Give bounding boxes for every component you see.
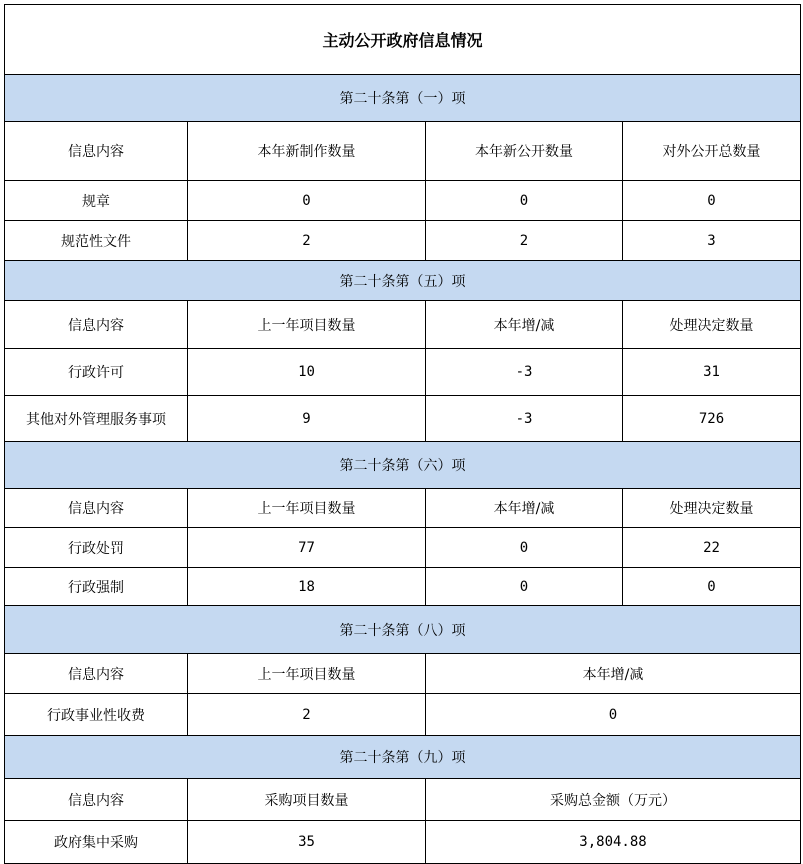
cell-value: 0 <box>426 694 801 736</box>
table-row <box>5 349 801 396</box>
cell-value: 0 <box>623 181 801 221</box>
column-header: 采购总金额（万元） <box>426 779 801 821</box>
cell-value: 0 <box>623 568 801 606</box>
cell-value: 77 <box>188 528 426 568</box>
table-title: 主动公开政府信息情况 <box>5 5 801 75</box>
cell-value: -3 <box>426 349 623 396</box>
cell-value: 9 <box>188 396 426 442</box>
row-label: 规章 <box>5 181 188 221</box>
column-header: 本年增/减 <box>426 654 801 694</box>
column-header: 上一年项目数量 <box>188 654 426 694</box>
cell-value: 0 <box>188 181 426 221</box>
header-row <box>5 654 801 694</box>
cell-value: 0 <box>426 568 623 606</box>
row-label: 行政事业性收费 <box>5 694 188 736</box>
cell-value: 22 <box>623 528 801 568</box>
column-header: 处理决定数量 <box>623 301 801 349</box>
section-row <box>5 75 801 122</box>
column-header: 信息内容 <box>5 779 188 821</box>
row-label: 行政处罚 <box>5 528 188 568</box>
header-row <box>5 779 801 821</box>
column-header: 本年新公开数量 <box>426 122 623 181</box>
column-header: 本年增/减 <box>426 489 623 528</box>
cell-value: 3,804.88 <box>426 821 801 864</box>
cell-value: 0 <box>426 181 623 221</box>
row-label: 政府集中采购 <box>5 821 188 864</box>
table-row <box>5 181 801 221</box>
table-row <box>5 396 801 442</box>
table-row <box>5 568 801 606</box>
cell-value: 31 <box>623 349 801 396</box>
cell-value: 10 <box>188 349 426 396</box>
row-label: 行政强制 <box>5 568 188 606</box>
section-heading: 第二十条第（六）项 <box>5 442 801 489</box>
section-heading: 第二十条第（九）项 <box>5 736 801 779</box>
column-header: 信息内容 <box>5 654 188 694</box>
section-row <box>5 442 801 489</box>
section-heading: 第二十条第（五）项 <box>5 261 801 301</box>
cell-value: 0 <box>426 528 623 568</box>
cell-value: 2 <box>426 221 623 261</box>
section-heading: 第二十条第（八）项 <box>5 606 801 654</box>
column-header: 处理决定数量 <box>623 489 801 528</box>
cell-value: 18 <box>188 568 426 606</box>
cell-value: 2 <box>188 694 426 736</box>
cell-value: -3 <box>426 396 623 442</box>
column-header: 采购项目数量 <box>188 779 426 821</box>
cell-value: 2 <box>188 221 426 261</box>
section-row <box>5 736 801 779</box>
cell-value: 35 <box>188 821 426 864</box>
row-label: 其他对外管理服务事项 <box>5 396 188 442</box>
row-label: 行政许可 <box>5 349 188 396</box>
section-row <box>5 606 801 654</box>
cell-value: 3 <box>623 221 801 261</box>
table-row <box>5 221 801 261</box>
cell-value: 726 <box>623 396 801 442</box>
section-row <box>5 261 801 301</box>
column-header: 信息内容 <box>5 122 188 181</box>
header-row <box>5 489 801 528</box>
column-header: 本年增/减 <box>426 301 623 349</box>
table-row <box>5 821 801 864</box>
section-heading: 第二十条第（一）项 <box>5 75 801 122</box>
header-row <box>5 301 801 349</box>
column-header: 本年新制作数量 <box>188 122 426 181</box>
column-header: 上一年项目数量 <box>188 489 426 528</box>
title-row <box>5 5 801 75</box>
table-row <box>5 528 801 568</box>
table-row <box>5 694 801 736</box>
column-header: 对外公开总数量 <box>623 122 801 181</box>
header-row <box>5 122 801 181</box>
column-header: 上一年项目数量 <box>188 301 426 349</box>
column-header: 信息内容 <box>5 301 188 349</box>
row-label: 规范性文件 <box>5 221 188 261</box>
info-disclosure-table <box>4 4 801 864</box>
column-header: 信息内容 <box>5 489 188 528</box>
